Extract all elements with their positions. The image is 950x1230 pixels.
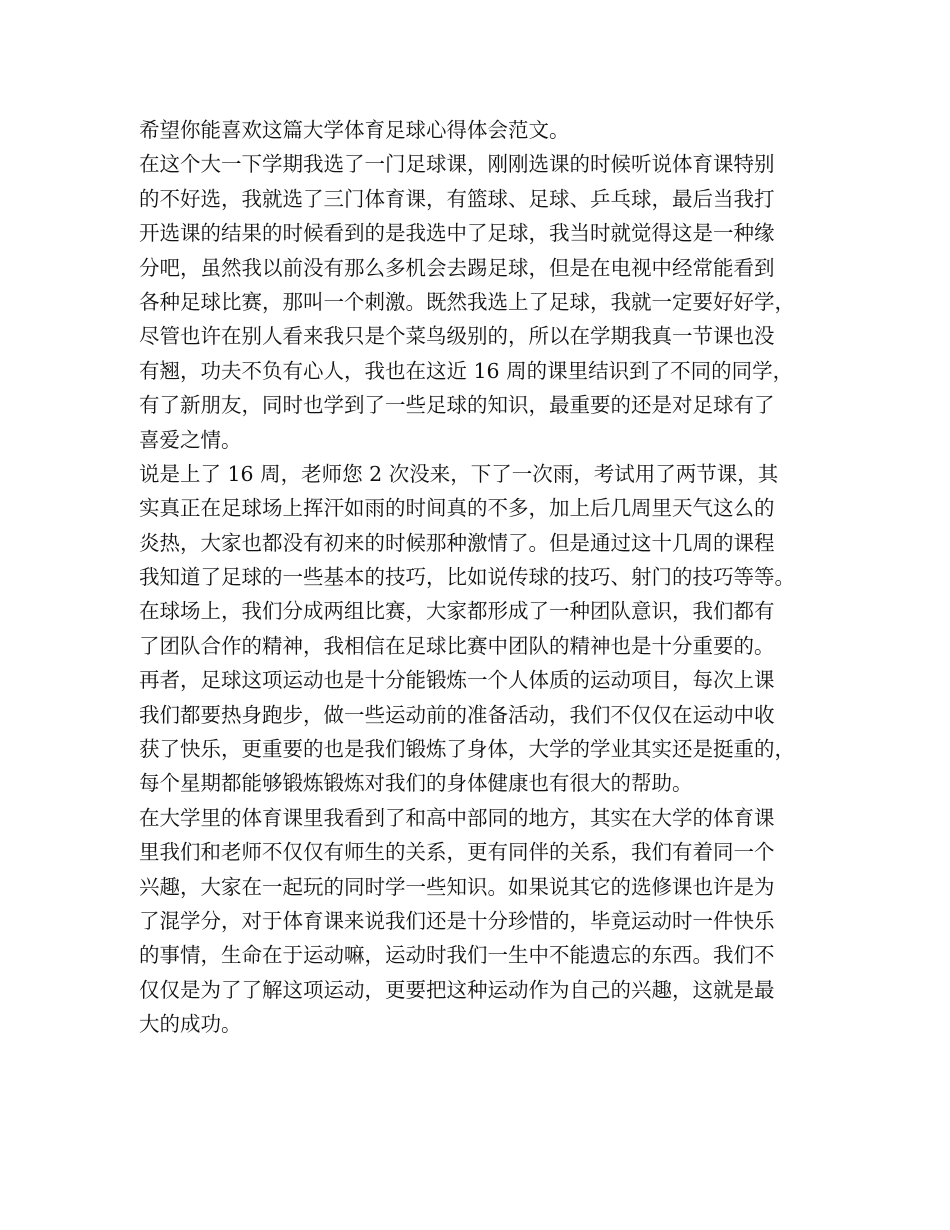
text-line: 获了快乐，更重要的也是我们锻炼了身体，大学的学业其实还是挺重的， (139, 737, 795, 762)
text-line: 兴趣，大家在一起玩的同时学一些知识。如果说其它的选修课也许是为 (139, 874, 775, 899)
text-line: 开选课的结果的时候看到的是我选中了足球，我当时就觉得这是一种缘 (139, 221, 775, 246)
text-line: 有了新朋友，同时也学到了一些足球的知识，最重要的还是对足球有了 (139, 393, 775, 418)
text-line: 在球场上，我们分成两组比赛，大家都形成了一种团队意识，我们都有 (139, 599, 775, 624)
text-line: 了混学分，对于体育课来说我们还是十分珍惜的，毕竟运动时一件快乐 (139, 908, 775, 933)
text-line: 炎热，大家也都没有初来的时候那种激情了。但是通过这十几周的课程 (139, 530, 775, 555)
text-line: 各种足球比赛，那叫一个刺激。既然我选上了足球，我就一定要好好学， (139, 289, 795, 314)
text-line: 在这个大一下学期我选了一门足球课，刚刚选课的时候听说体育课特别 (139, 152, 775, 177)
text-line: 的不好选，我就选了三门体育课，有篮球、足球、乒乓球，最后当我打 (139, 186, 775, 211)
text-line: 我知道了足球的一些基本的技巧，比如说传球的技巧、射门的技巧等等。 (139, 565, 795, 590)
text-line: 再者，足球这项运动也是十分能锻炼一个人体质的运动项目，每次上课 (139, 668, 775, 693)
text-line: 大的成功。 (139, 1012, 242, 1037)
text-line: 有翘，功夫不负有心人，我也在这近 16 周的课里结识到了不同的同学， (139, 358, 794, 383)
text-line: 喜爱之情。 (139, 427, 242, 452)
text-line: 了团队合作的精神，我相信在足球比赛中团队的精神也是十分重要的。 (139, 633, 775, 658)
text-line: 希望你能喜欢这篇大学体育足球心得体会范文。 (139, 118, 570, 142)
text-line: 里我们和老师不仅仅有师生的关系，更有同伴的关系，我们有着同一个 (139, 840, 775, 865)
text-line: 在大学里的体育课里我看到了和高中部同的地方，其实在大学的体育课 (139, 805, 775, 830)
text-line: 我们都要热身跑步，做一些运动前的准备活动，我们不仅仅在运动中收 (139, 702, 775, 727)
essay-body (139, 113, 819, 1042)
text-line: 仅仅是为了了解这项运动，更要把这种运动作为自己的兴趣，这就是最 (139, 977, 775, 1002)
text-line: 分吧，虽然我以前没有那么多机会去踢足球，但是在电视中经常能看到 (139, 255, 775, 280)
text-line: 实真正在足球场上挥汗如雨的时间真的不多，加上后几周里天气这么的 (139, 496, 775, 521)
text-line: 说是上了 16 周，老师您 2 次没来，下了一次雨，考试用了两节课，其 (139, 461, 779, 486)
text-line: 的事情，生命在于运动嘛，运动时我们一生中不能遗忘的东西。我们不 (139, 943, 775, 968)
text-line: 每个星期都能够锻炼锻炼对我们的身体健康也有很大的帮助。 (139, 771, 693, 796)
text-line: 尽管也许在别人看来我只是个菜鸟级别的，所以在学期我真一节课也没 (139, 324, 775, 349)
